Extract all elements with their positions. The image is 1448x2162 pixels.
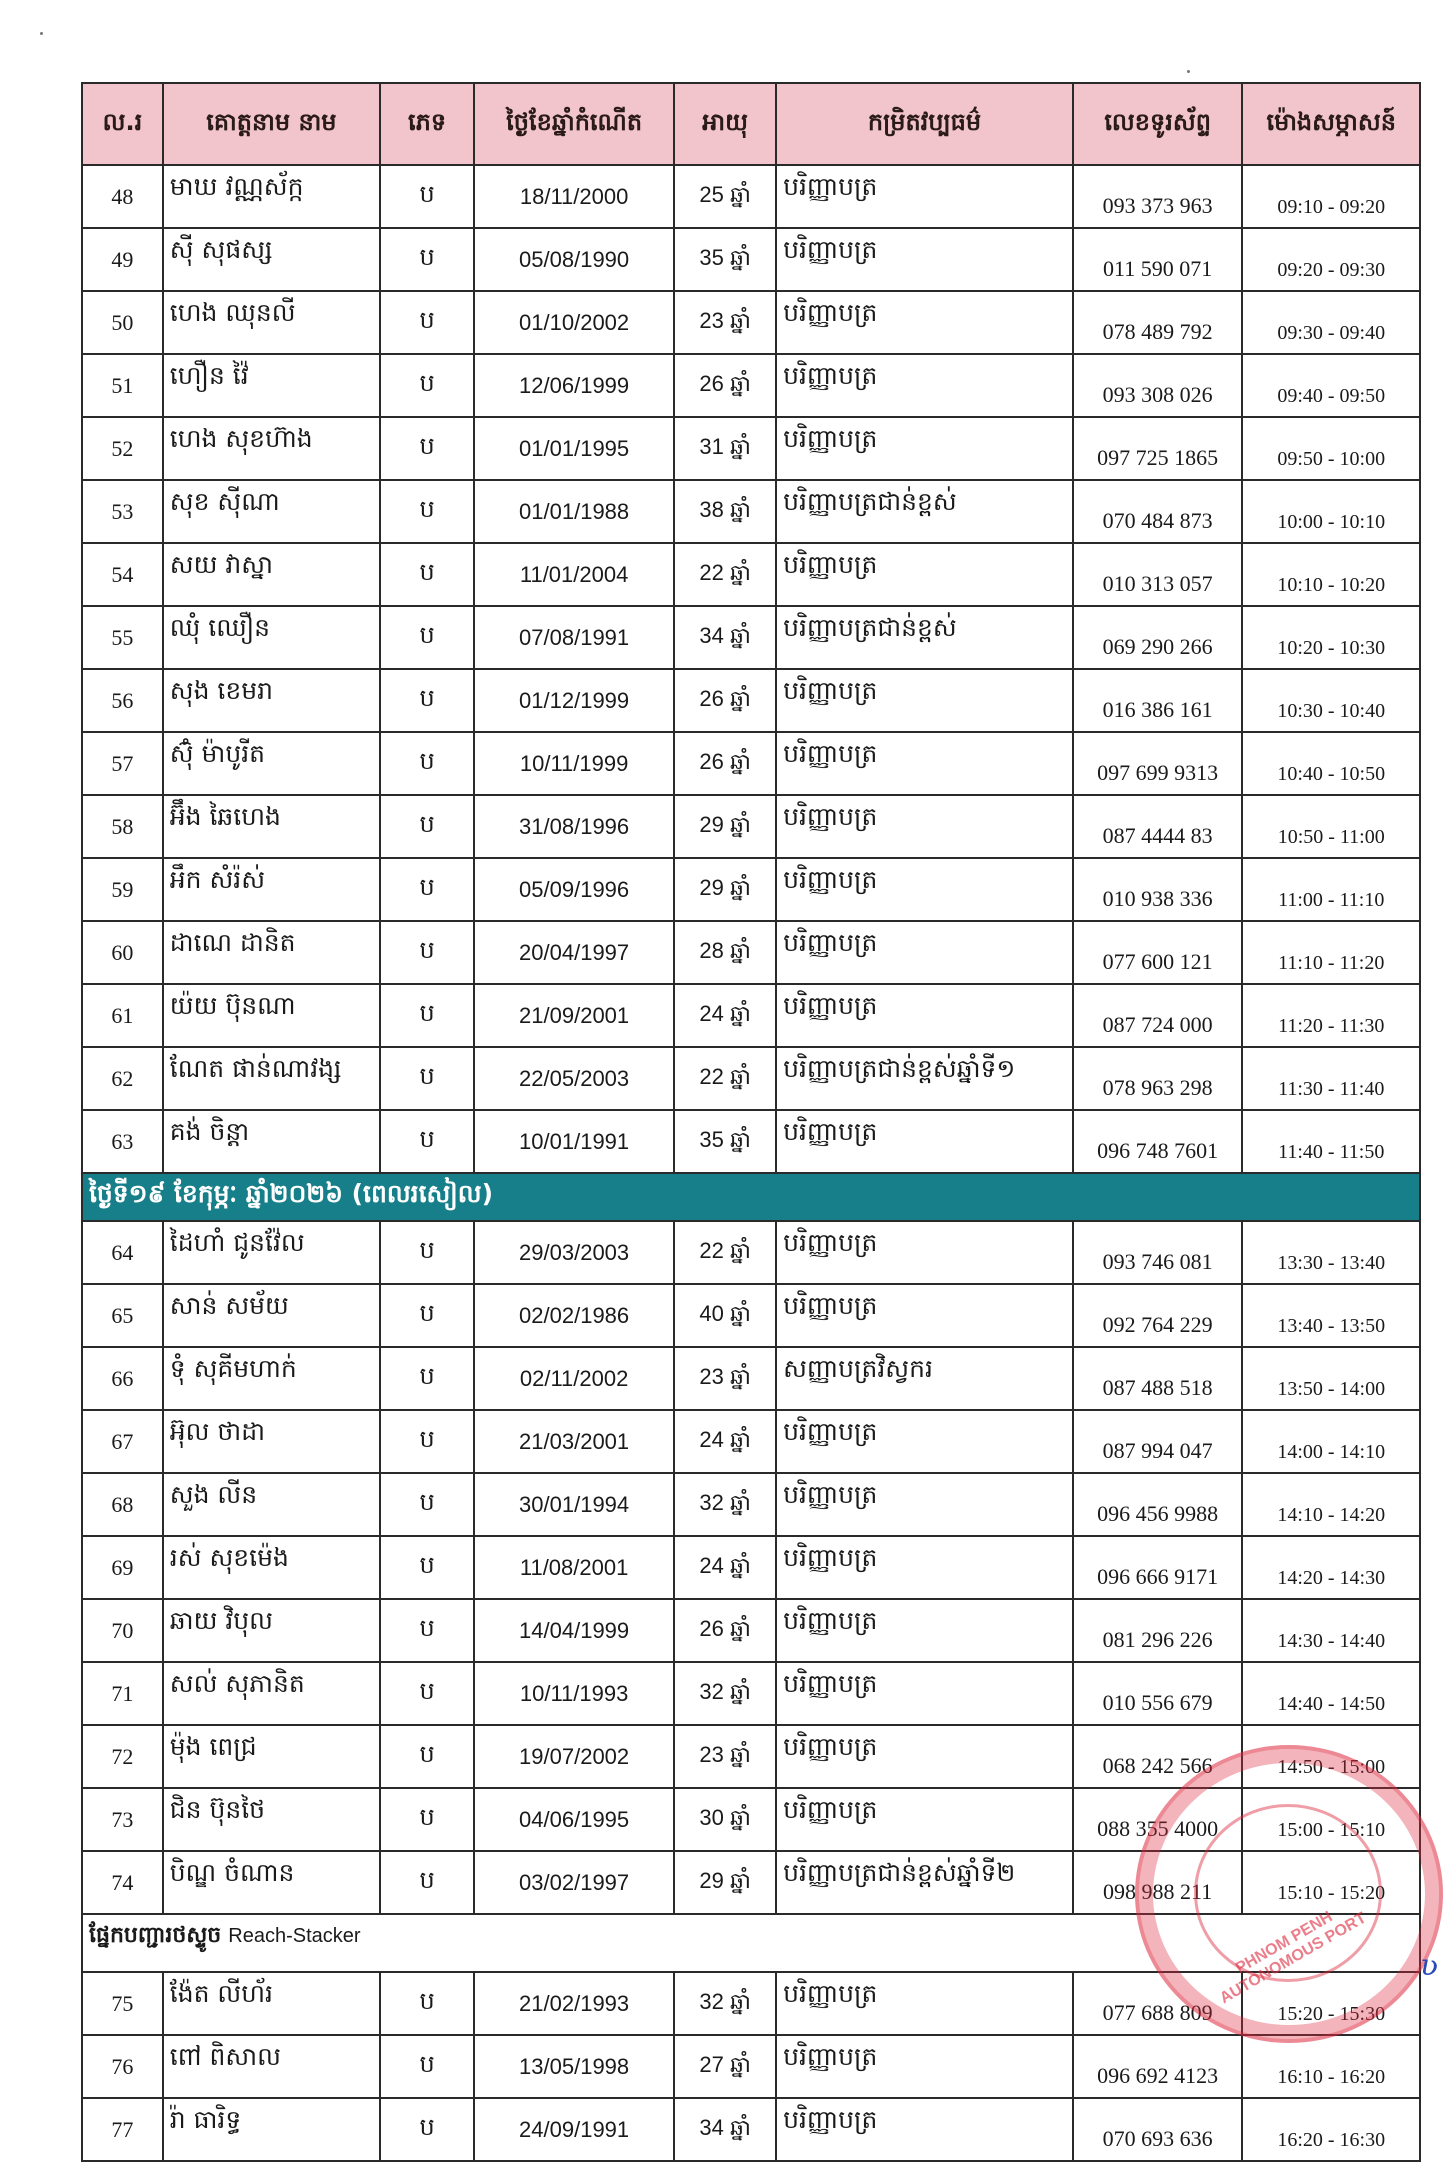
cell-phone: 087 4444 83 [1073, 795, 1243, 858]
table-row [82, 1662, 1420, 1725]
cell-education: បរិញ្ញាបត្រជាន់ខ្ពស់ [776, 606, 1073, 669]
table-header-row [82, 83, 1420, 165]
seal-text: PHNOM PENH AUTONOMOUS PORT [1217, 1908, 1370, 2008]
cell-phone: 078 963 298 [1073, 1047, 1243, 1110]
table-row [82, 165, 1420, 228]
cell-education: បរិញ្ញាបត្រ [776, 417, 1073, 480]
cell-no: 65 [82, 1284, 163, 1347]
cell-phone: 096 666 9171 [1073, 1536, 1243, 1599]
cell-education: បរិញ្ញាបត្រ [776, 1599, 1073, 1662]
cell-sex: ប [380, 354, 474, 417]
cell-name: ស៊ុំ ម៉ាបូរីត [163, 732, 380, 795]
cell-name: ឆាយ វិបុល [163, 1599, 380, 1662]
cell-interview-time: 15:00 - 15:10 [1242, 1788, 1420, 1851]
table-row [82, 795, 1420, 858]
table-row [82, 2098, 1420, 2161]
header-phone: លេខទូរស័ព្ទ [1073, 83, 1243, 165]
section-reach-stacker-label-en: Reach-Stacker [228, 1925, 361, 1947]
cell-interview-time: 15:20 - 15:30 [1242, 1972, 1420, 2035]
cell-phone: 070 693 636 [1073, 2098, 1243, 2161]
scan-speck [1187, 70, 1190, 73]
cell-age: 23 ឆ្នាំ [674, 1347, 776, 1410]
cell-interview-time: 11:30 - 11:40 [1242, 1047, 1420, 1110]
cell-interview-time: 09:40 - 09:50 [1242, 354, 1420, 417]
cell-sex: ប [380, 543, 474, 606]
table-row [82, 1284, 1420, 1347]
cell-dob: 01/10/2002 [474, 291, 674, 354]
cell-age: 22 ឆ្នាំ [674, 543, 776, 606]
cell-education: បរិញ្ញាបត្រ [776, 2098, 1073, 2161]
header-sex: ភេទ [380, 83, 474, 165]
cell-no: 55 [82, 606, 163, 669]
cell-age: 35 ឆ្នាំ [674, 1110, 776, 1173]
cell-dob: 03/02/1997 [474, 1851, 674, 1914]
cell-interview-time: 14:50 - 15:00 [1242, 1725, 1420, 1788]
cell-interview-time: 11:10 - 11:20 [1242, 921, 1420, 984]
cell-phone: 093 373 963 [1073, 165, 1243, 228]
cell-interview-time: 11:40 - 11:50 [1242, 1110, 1420, 1173]
header-interview-time: ម៉ោងសម្ភាសន៍ [1242, 83, 1420, 165]
cell-age: 24 ឆ្នាំ [674, 1536, 776, 1599]
table-row [82, 228, 1420, 291]
cell-name: ឈុំ ឈឿន [163, 606, 380, 669]
table-row [82, 1347, 1420, 1410]
cell-education: បរិញ្ញាបត្រ [776, 795, 1073, 858]
cell-dob: 11/01/2004 [474, 543, 674, 606]
cell-age: 34 ឆ្នាំ [674, 2098, 776, 2161]
cell-education: បរិញ្ញាបត្រ [776, 228, 1073, 291]
scan-speck [40, 32, 43, 35]
cell-education: បរិញ្ញាបត្រ [776, 921, 1073, 984]
cell-sex: ប [380, 1599, 474, 1662]
cell-phone: 087 994 047 [1073, 1410, 1243, 1473]
cell-sex: ប [380, 1473, 474, 1536]
cell-interview-time: 10:40 - 10:50 [1242, 732, 1420, 795]
cell-interview-time: 14:20 - 14:30 [1242, 1536, 1420, 1599]
cell-name: សួង លីន [163, 1473, 380, 1536]
cell-phone: 092 764 229 [1073, 1284, 1243, 1347]
cell-phone: 087 488 518 [1073, 1347, 1243, 1410]
cell-phone: 078 489 792 [1073, 291, 1243, 354]
cell-interview-time: 13:30 - 13:40 [1242, 1221, 1420, 1284]
cell-dob: 10/11/1999 [474, 732, 674, 795]
cell-name: បិណ្ឌ ចំណាន [163, 1851, 380, 1914]
cell-no: 61 [82, 984, 163, 1047]
table-row [82, 732, 1420, 795]
table-row [82, 1599, 1420, 1662]
cell-interview-time: 16:10 - 16:20 [1242, 2035, 1420, 2098]
cell-phone: 010 313 057 [1073, 543, 1243, 606]
cell-education: បរិញ្ញាបត្រ [776, 1410, 1073, 1473]
cell-no: 54 [82, 543, 163, 606]
table-row [82, 1788, 1420, 1851]
cell-sex: ប [380, 1410, 474, 1473]
cell-sex: ប [380, 1788, 474, 1851]
cell-dob: 20/04/1997 [474, 921, 674, 984]
cell-interview-time: 09:20 - 09:30 [1242, 228, 1420, 291]
cell-phone: 088 355 4000 [1073, 1788, 1243, 1851]
header-dob: ថ្ងៃខែឆ្នាំកំណើត [474, 83, 674, 165]
cell-dob: 05/08/1990 [474, 228, 674, 291]
cell-age: 32 ឆ្នាំ [674, 1662, 776, 1725]
section-afternoon-label: ថ្ងៃទី១៩ ខែកុម្ភៈ ឆ្នាំ២០២៦ (ពេលរសៀល) [82, 1173, 1420, 1221]
cell-interview-time: 14:10 - 14:20 [1242, 1473, 1420, 1536]
cell-dob: 30/01/1994 [474, 1473, 674, 1536]
cell-age: 29 ឆ្នាំ [674, 858, 776, 921]
cell-sex: ប [380, 732, 474, 795]
afternoon-group [82, 1221, 1420, 1914]
table-row [82, 1536, 1420, 1599]
cell-sex: ប [380, 669, 474, 732]
cell-sex: ប [380, 921, 474, 984]
cell-age: 22 ឆ្នាំ [674, 1047, 776, 1110]
cell-interview-time: 13:40 - 13:50 [1242, 1284, 1420, 1347]
cell-interview-time: 10:30 - 10:40 [1242, 669, 1420, 732]
cell-sex: ប [380, 480, 474, 543]
cell-dob: 05/09/1996 [474, 858, 674, 921]
table-row [82, 1725, 1420, 1788]
cell-interview-time: 13:50 - 14:00 [1242, 1347, 1420, 1410]
interview-schedule-table [81, 82, 1421, 2162]
cell-education: បរិញ្ញាបត្រជាន់ខ្ពស់ឆ្នាំទី២ [776, 1851, 1073, 1914]
cell-dob: 13/05/1998 [474, 2035, 674, 2098]
cell-education: បរិញ្ញាបត្រ [776, 291, 1073, 354]
cell-phone: 093 746 081 [1073, 1221, 1243, 1284]
cell-sex: ប [380, 1347, 474, 1410]
cell-age: 29 ឆ្នាំ [674, 1851, 776, 1914]
cell-no: 51 [82, 354, 163, 417]
section-reach-stacker-label-km: ផ្នែកបញ្ជារថស្ទូច [89, 1923, 222, 1948]
cell-phone: 096 748 7601 [1073, 1110, 1243, 1173]
cell-age: 40 ឆ្នាំ [674, 1284, 776, 1347]
cell-name: សល់ សុភានិត [163, 1662, 380, 1725]
cell-age: 25 ឆ្នាំ [674, 165, 776, 228]
cell-interview-time: 10:10 - 10:20 [1242, 543, 1420, 606]
cell-dob: 14/04/1999 [474, 1599, 674, 1662]
cell-education: បរិញ្ញាបត្រ [776, 1788, 1073, 1851]
cell-education: បរិញ្ញាបត្រ [776, 1284, 1073, 1347]
cell-sex: ប [380, 858, 474, 921]
cell-education: បរិញ្ញាបត្រ [776, 1110, 1073, 1173]
table-row [82, 669, 1420, 732]
cell-education: បរិញ្ញាបត្រ [776, 1473, 1073, 1536]
cell-name: មាឃ វណ្ណស័ក្ក [163, 165, 380, 228]
cell-sex: ប [380, 606, 474, 669]
table-row [82, 858, 1420, 921]
cell-dob: 29/03/2003 [474, 1221, 674, 1284]
reach-stacker-section [82, 1914, 1420, 1972]
cell-phone: 069 290 266 [1073, 606, 1243, 669]
cell-phone: 011 590 071 [1073, 228, 1243, 291]
cell-no: 53 [82, 480, 163, 543]
cell-name: អឹក សំរ៉ស់ [163, 858, 380, 921]
cell-age: 34 ឆ្នាំ [674, 606, 776, 669]
cell-name: ហឿន វ៉ៃ [163, 354, 380, 417]
cell-education: បរិញ្ញាបត្រ [776, 858, 1073, 921]
cell-no: 64 [82, 1221, 163, 1284]
cell-education: បរិញ្ញាបត្រ [776, 165, 1073, 228]
cell-name: ហេង សុខហ៊ាង [163, 417, 380, 480]
table-row [82, 1221, 1420, 1284]
cell-name: ដៃហាំ ជូនវ៉ែល [163, 1221, 380, 1284]
cell-phone: 077 600 121 [1073, 921, 1243, 984]
cell-name: ពៅ ពិសាល [163, 2035, 380, 2098]
cell-age: 38 ឆ្នាំ [674, 480, 776, 543]
cell-sex: ប [380, 795, 474, 858]
cell-sex: ប [380, 1972, 474, 2035]
cell-education: បរិញ្ញាបត្រ [776, 1662, 1073, 1725]
header-education: កម្រិតវប្បធម៌ [776, 83, 1073, 165]
cell-age: 35 ឆ្នាំ [674, 228, 776, 291]
cell-phone: 010 556 679 [1073, 1662, 1243, 1725]
cell-name: ហេង ឈុនលី [163, 291, 380, 354]
cell-education: បរិញ្ញាបត្រ [776, 2035, 1073, 2098]
cell-phone: 098 988 211 [1073, 1851, 1243, 1914]
cell-no: 52 [82, 417, 163, 480]
table-row [82, 2035, 1420, 2098]
cell-phone: 010 938 336 [1073, 858, 1243, 921]
cell-dob: 01/12/1999 [474, 669, 674, 732]
cell-interview-time: 09:30 - 09:40 [1242, 291, 1420, 354]
cell-name: រស់ សុខម៉េង [163, 1536, 380, 1599]
cell-name: សយ វាស្នា [163, 543, 380, 606]
cell-no: 56 [82, 669, 163, 732]
cell-age: 32 ឆ្នាំ [674, 1473, 776, 1536]
cell-no: 74 [82, 1851, 163, 1914]
cell-age: 26 ឆ្នាំ [674, 732, 776, 795]
table-row [82, 543, 1420, 606]
cell-name: រ៉ា ធារិទ្ធ [163, 2098, 380, 2161]
cell-sex: ប [380, 1221, 474, 1284]
cell-name: អ៊ុល ថាដា [163, 1410, 380, 1473]
cell-dob: 10/11/1993 [474, 1662, 674, 1725]
cell-education: បរិញ្ញាបត្រជាន់ខ្ពស់ឆ្នាំទី១ [776, 1047, 1073, 1110]
cell-sex: ប [380, 1662, 474, 1725]
cell-age: 27 ឆ្នាំ [674, 2035, 776, 2098]
cell-interview-time: 14:30 - 14:40 [1242, 1599, 1420, 1662]
cell-no: 69 [82, 1536, 163, 1599]
cell-sex: ប [380, 984, 474, 1047]
cell-age: 26 ឆ្នាំ [674, 1599, 776, 1662]
afternoon-section [82, 1173, 1420, 1221]
table-row [82, 1047, 1420, 1110]
cell-interview-time: 14:00 - 14:10 [1242, 1410, 1420, 1473]
cell-no: 57 [82, 732, 163, 795]
cell-dob: 10/01/1991 [474, 1110, 674, 1173]
table-row [82, 1110, 1420, 1173]
table-row [82, 1972, 1420, 2035]
cell-education: បរិញ្ញាបត្រ [776, 984, 1073, 1047]
cell-name: ង៉ែត លីហ័រ [163, 1972, 380, 2035]
table-row [82, 1410, 1420, 1473]
cell-sex: ប [380, 1851, 474, 1914]
cell-phone: 096 456 9988 [1073, 1473, 1243, 1536]
cell-phone: 016 386 161 [1073, 669, 1243, 732]
cell-interview-time: 10:00 - 10:10 [1242, 480, 1420, 543]
cell-phone: 077 688 809 [1073, 1972, 1243, 2035]
cell-education: បរិញ្ញាបត្រ [776, 1221, 1073, 1284]
cell-phone: 070 484 873 [1073, 480, 1243, 543]
cell-sex: ប [380, 1284, 474, 1347]
cell-name: យ៉យ ប៊ុនណា [163, 984, 380, 1047]
cell-name: ស៊ី សុផស្ស [163, 228, 380, 291]
cell-education: សញ្ញាបត្រវិស្វករ [776, 1347, 1073, 1410]
cell-age: 24 ឆ្នាំ [674, 984, 776, 1047]
cell-interview-time: 11:00 - 11:10 [1242, 858, 1420, 921]
cell-dob: 01/01/1995 [474, 417, 674, 480]
cell-phone: 087 724 000 [1073, 984, 1243, 1047]
table-row [82, 921, 1420, 984]
cell-name: ទុំ សុគីមហាក់ [163, 1347, 380, 1410]
table-row [82, 354, 1420, 417]
cell-no: 59 [82, 858, 163, 921]
cell-dob: 21/09/2001 [474, 984, 674, 1047]
cell-sex: ប [380, 1110, 474, 1173]
cell-interview-time: 10:50 - 11:00 [1242, 795, 1420, 858]
cell-no: 58 [82, 795, 163, 858]
cell-no: 67 [82, 1410, 163, 1473]
cell-interview-time: 14:40 - 14:50 [1242, 1662, 1420, 1725]
cell-no: 49 [82, 228, 163, 291]
cell-no: 48 [82, 165, 163, 228]
cell-interview-time: 15:10 - 15:20 [1242, 1851, 1420, 1914]
cell-dob: 21/03/2001 [474, 1410, 674, 1473]
cell-no: 50 [82, 291, 163, 354]
cell-age: 22 ឆ្នាំ [674, 1221, 776, 1284]
header-name: គោត្តនាម នាម [163, 83, 380, 165]
cell-dob: 02/02/1986 [474, 1284, 674, 1347]
cell-sex: ប [380, 1047, 474, 1110]
cell-name: គង់ ចិន្ដា [163, 1110, 380, 1173]
cell-age: 26 ឆ្នាំ [674, 354, 776, 417]
cell-interview-time: 09:50 - 10:00 [1242, 417, 1420, 480]
cell-name: សុង ខេមរា [163, 669, 380, 732]
cell-no: 60 [82, 921, 163, 984]
cell-dob: 04/06/1995 [474, 1788, 674, 1851]
cell-interview-time: 11:20 - 11:30 [1242, 984, 1420, 1047]
cell-name: ជិន ប៊ុនថៃ [163, 1788, 380, 1851]
cell-sex: ប [380, 228, 474, 291]
cell-age: 28 ឆ្នាំ [674, 921, 776, 984]
table-row [82, 291, 1420, 354]
cell-education: បរិញ្ញាបត្រ [776, 354, 1073, 417]
table-row [82, 1473, 1420, 1536]
cell-name: ដាណេ ដានិត [163, 921, 380, 984]
cell-education: បរិញ្ញាបត្រ [776, 732, 1073, 795]
section-header-afternoon [82, 1173, 1420, 1221]
cell-education: បរិញ្ញាបត្រជាន់ខ្ពស់ [776, 480, 1073, 543]
cell-sex: ប [380, 291, 474, 354]
cell-no: 72 [82, 1725, 163, 1788]
cell-name: សុខ ស៊ីណា [163, 480, 380, 543]
cell-no: 73 [82, 1788, 163, 1851]
cell-dob: 02/11/2002 [474, 1347, 674, 1410]
cell-education: បរិញ្ញាបត្រ [776, 669, 1073, 732]
cell-phone: 097 699 9313 [1073, 732, 1243, 795]
cell-age: 23 ឆ្នាំ [674, 291, 776, 354]
cell-phone: 096 692 4123 [1073, 2035, 1243, 2098]
table-row [82, 480, 1420, 543]
cell-dob: 11/08/2001 [474, 1536, 674, 1599]
table-row [82, 984, 1420, 1047]
cell-age: 26 ឆ្នាំ [674, 669, 776, 732]
cell-age: 32 ឆ្នាំ [674, 1972, 776, 2035]
cell-no: 62 [82, 1047, 163, 1110]
cell-name: ម៉ុង ពេជ្រ [163, 1725, 380, 1788]
cell-dob: 12/06/1999 [474, 354, 674, 417]
cell-no: 77 [82, 2098, 163, 2161]
cell-age: 24 ឆ្នាំ [674, 1410, 776, 1473]
cell-name: អ៊ឹង ឆៃហេង [163, 795, 380, 858]
cell-sex: ប [380, 2035, 474, 2098]
cell-interview-time: 10:20 - 10:30 [1242, 606, 1420, 669]
cell-dob: 21/02/1993 [474, 1972, 674, 2035]
cell-education: បរិញ្ញាបត្រ [776, 543, 1073, 606]
table-row [82, 417, 1420, 480]
cell-age: 31 ឆ្នាំ [674, 417, 776, 480]
cell-phone: 068 242 566 [1073, 1725, 1243, 1788]
cell-sex: ប [380, 165, 474, 228]
section-header-reach-stacker [82, 1914, 1420, 1972]
cell-dob: 19/07/2002 [474, 1725, 674, 1788]
cell-no: 76 [82, 2035, 163, 2098]
signature-mark: ʋ [1420, 1948, 1439, 1983]
cell-phone: 093 308 026 [1073, 354, 1243, 417]
cell-phone: 081 296 226 [1073, 1599, 1243, 1662]
cell-interview-time: 09:10 - 09:20 [1242, 165, 1420, 228]
cell-phone: 097 725 1865 [1073, 417, 1243, 480]
cell-sex: ប [380, 1536, 474, 1599]
cell-dob: 22/05/2003 [474, 1047, 674, 1110]
table-row [82, 1851, 1420, 1914]
cell-sex: ប [380, 2098, 474, 2161]
cell-age: 29 ឆ្នាំ [674, 795, 776, 858]
cell-dob: 18/11/2000 [474, 165, 674, 228]
cell-education: បរិញ្ញាបត្រ [776, 1972, 1073, 2035]
cell-dob: 24/09/1991 [474, 2098, 674, 2161]
cell-sex: ប [380, 1725, 474, 1788]
header-age: អាយុ [674, 83, 776, 165]
cell-name: ណែត ផាន់ណាវង្ស [163, 1047, 380, 1110]
cell-no: 70 [82, 1599, 163, 1662]
cell-dob: 07/08/1991 [474, 606, 674, 669]
morning-group [82, 165, 1420, 1173]
cell-no: 66 [82, 1347, 163, 1410]
cell-no: 75 [82, 1972, 163, 2035]
section-reach-stacker-cell [82, 1914, 1420, 1972]
cell-dob: 31/08/1996 [474, 795, 674, 858]
cell-age: 30 ឆ្នាំ [674, 1788, 776, 1851]
cell-name: សាន់ សម័យ [163, 1284, 380, 1347]
cell-education: បរិញ្ញាបត្រ [776, 1725, 1073, 1788]
cell-education: បរិញ្ញាបត្រ [776, 1536, 1073, 1599]
table-row [82, 606, 1420, 669]
reach-stacker-group [82, 1972, 1420, 2161]
cell-age: 23 ឆ្នាំ [674, 1725, 776, 1788]
cell-no: 68 [82, 1473, 163, 1536]
cell-no: 71 [82, 1662, 163, 1725]
header-no: ល.រ [82, 83, 163, 165]
cell-sex: ប [380, 417, 474, 480]
cell-interview-time: 16:20 - 16:30 [1242, 2098, 1420, 2161]
cell-dob: 01/01/1988 [474, 480, 674, 543]
cell-no: 63 [82, 1110, 163, 1173]
